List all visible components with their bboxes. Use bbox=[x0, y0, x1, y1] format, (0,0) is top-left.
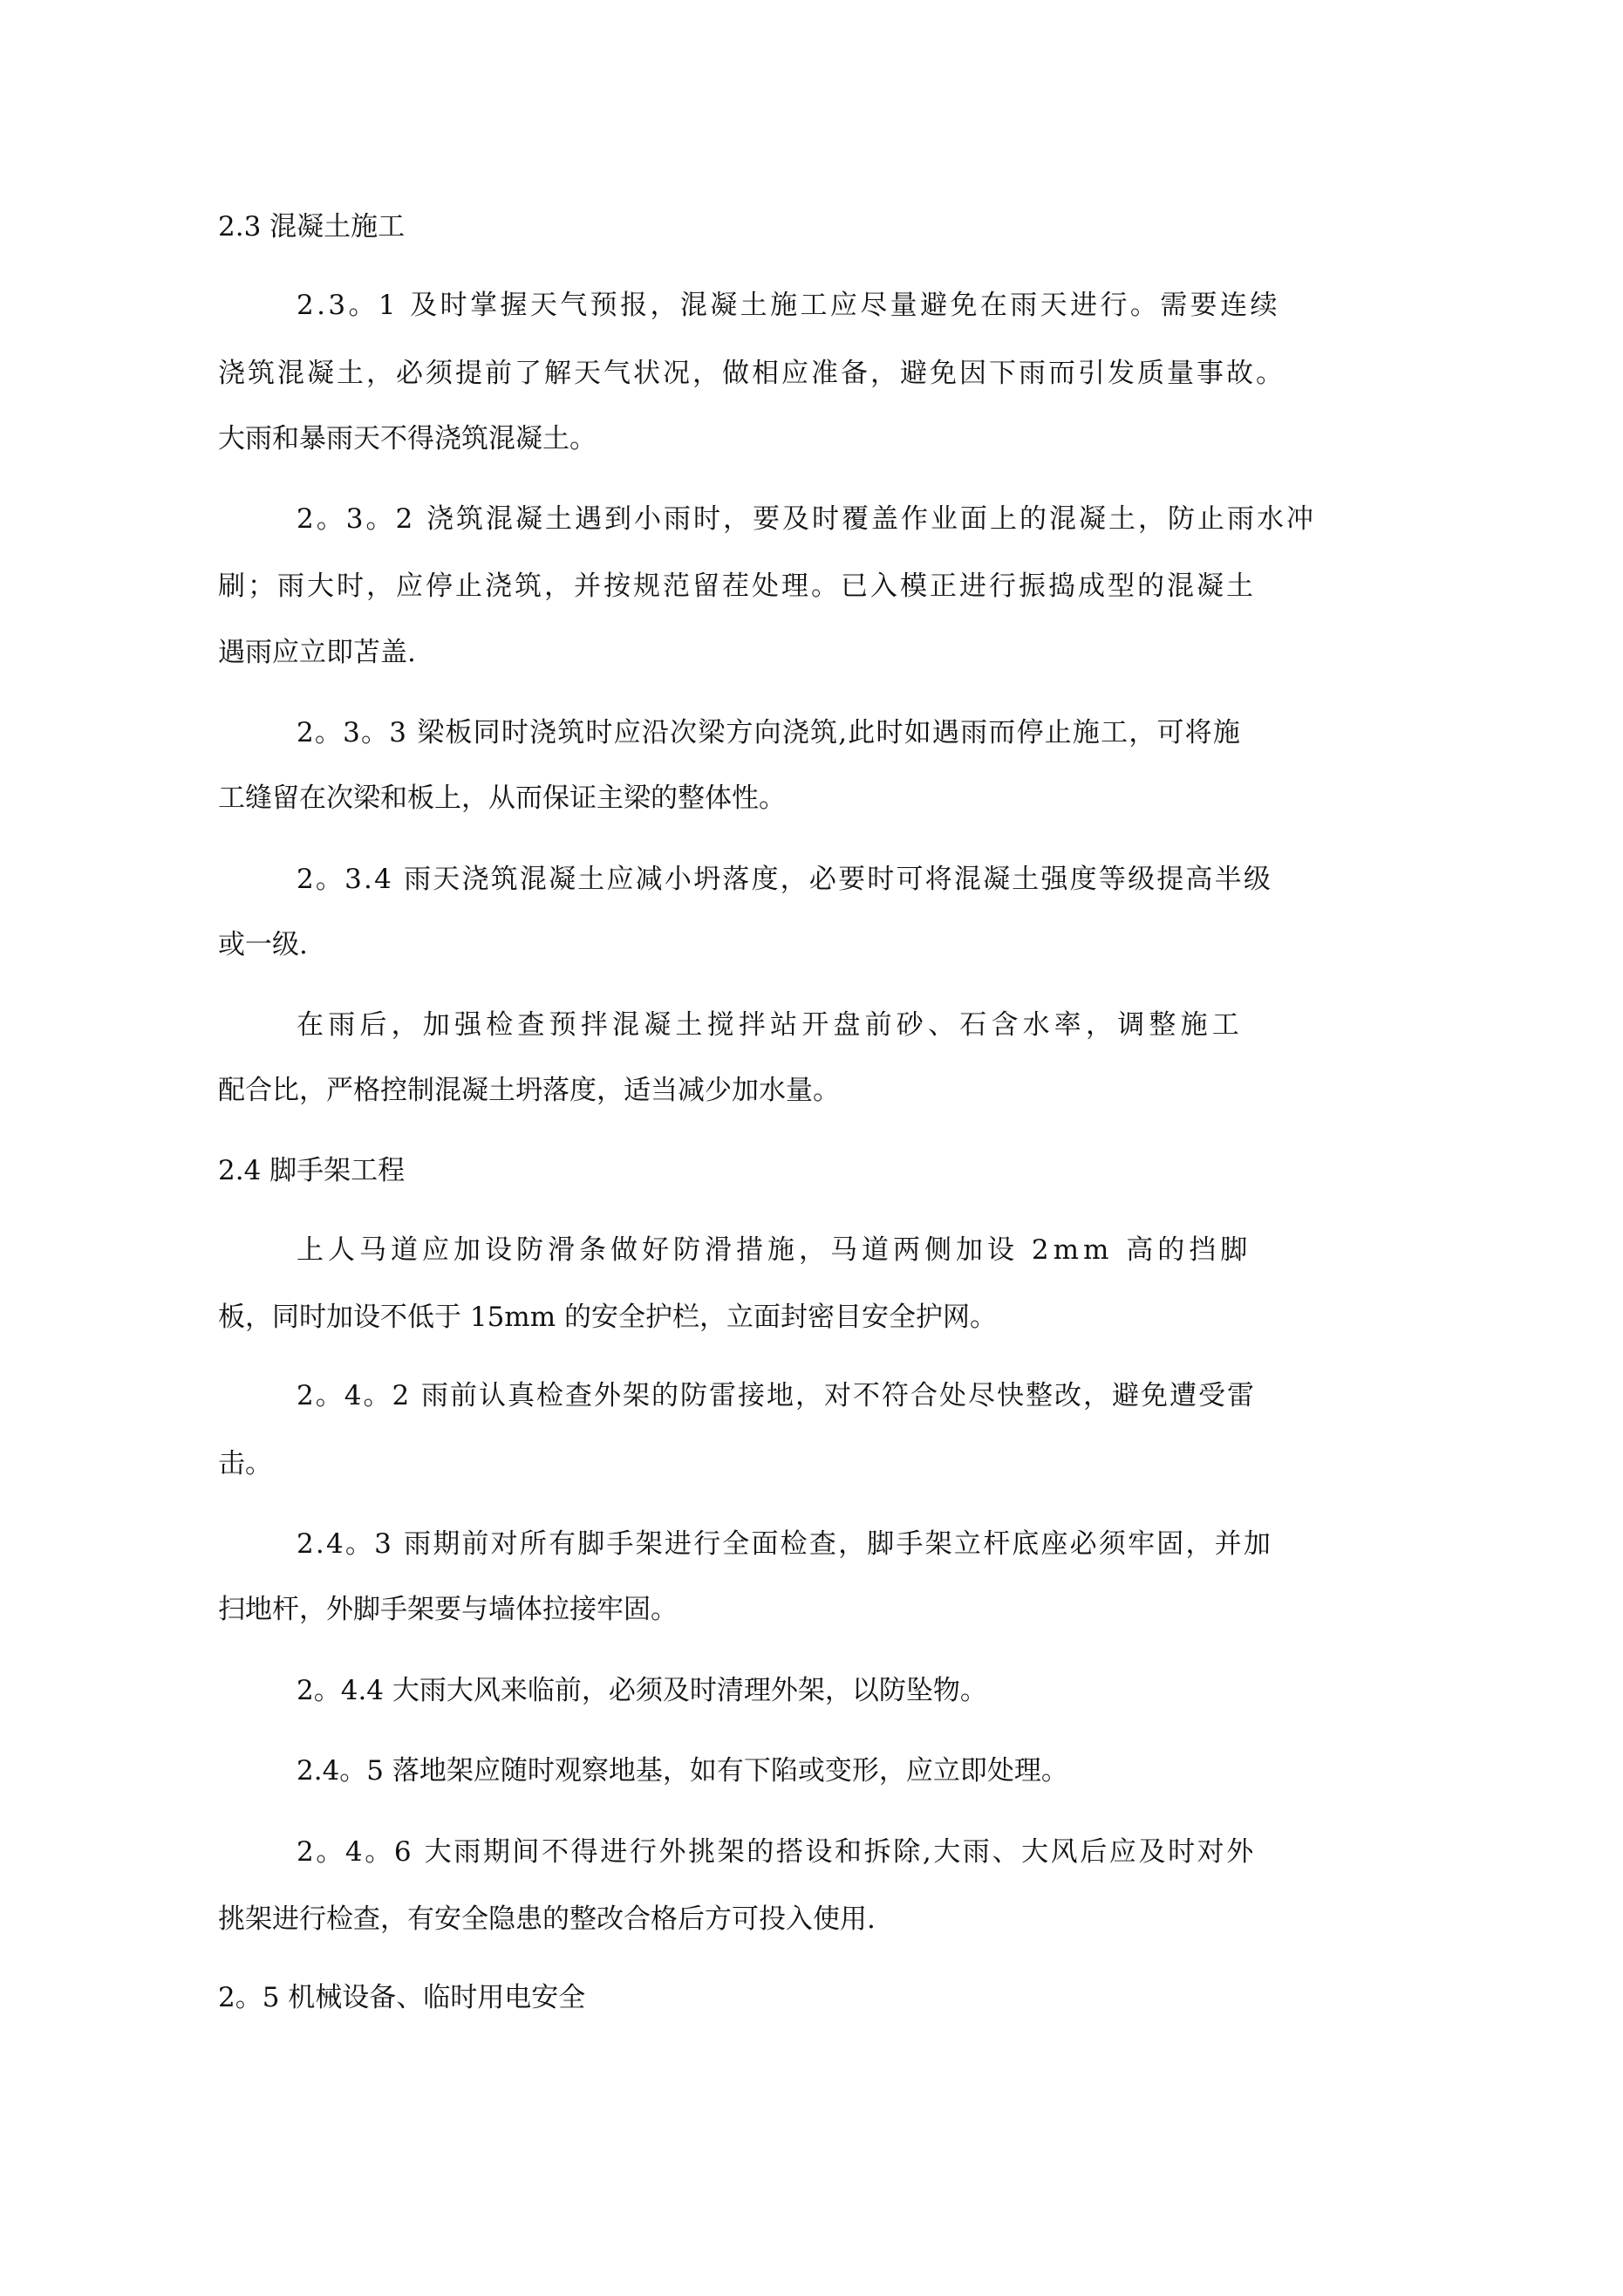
paragraph-line: 浇筑混凝土，必须提前了解天气状况，做相应准备，避免因下雨而引发质量事故。 bbox=[218, 358, 1285, 389]
paragraph-line: 2。3.4 雨天浇筑混凝土应减小坍落度，必要时可将混凝土强度等级提高半级 bbox=[297, 864, 1273, 895]
paragraph-line: 2。4.4 大雨大风来临前，必须及时清理外架，以防坠物。 bbox=[297, 1675, 987, 1706]
paragraph-line: 挑架进行检查，有安全隐患的整改合格后方可投入使用. bbox=[218, 1903, 876, 1935]
paragraph-line: 2。4。6 大雨期间不得进行外挑架的搭设和拆除,大雨、大风后应及时对外 bbox=[297, 1836, 1256, 1868]
section-heading-2-4: 2.4 脚手架工程 bbox=[218, 1155, 406, 1186]
paragraph-line: 遇雨应立即苫盖. bbox=[218, 637, 416, 668]
paragraph-line: 2.4。3 雨期前对所有脚手架进行全面检查，脚手架立杆底座必须牢固，并加 bbox=[297, 1528, 1273, 1560]
paragraph-line: 工缝留在次梁和板上，从而保证主梁的整体性。 bbox=[218, 782, 786, 814]
paragraph-line: 2。3。2 浇筑混凝土遇到小雨时，要及时覆盖作业面上的混凝土，防止雨水冲 bbox=[297, 503, 1317, 535]
paragraph-line: 2。3。3 梁板同时浇筑时应沿次梁方向浇筑,此时如遇雨而停止施工，可将施 bbox=[297, 717, 1242, 748]
paragraph-line: 刷；雨大时，应停止浇筑，并按规范留茬处理。已入模正进行振捣成型的混凝土 bbox=[218, 571, 1256, 602]
section-heading-2-5: 2。5 机械设备、临时用电安全 bbox=[218, 1982, 586, 2013]
paragraph-line: 配合比，严格控制混凝土坍落度，适当减少加水量。 bbox=[218, 1075, 840, 1106]
paragraph-line: 上人马道应加设防滑条做好防滑措施，马道两侧加设 2mm 高的挡脚 bbox=[297, 1234, 1252, 1266]
paragraph-line: 扫地杆，外脚手架要与墙体拉接牢固。 bbox=[218, 1594, 678, 1625]
paragraph-line: 2。4。2 雨前认真检查外架的防雷接地，对不符合处尽快整改，避免遭受雷 bbox=[297, 1380, 1257, 1411]
paragraph-line: 2.3。1 及时掌握天气预报，混凝土施工应尽量避免在雨天进行。需要连续 bbox=[297, 290, 1280, 321]
paragraph-line: 板，同时加设不低于 15mm 的安全护栏，立面封密目安全护网。 bbox=[218, 1302, 997, 1333]
paragraph-line: 或一级. bbox=[218, 929, 308, 960]
paragraph-line: 在雨后，加强检查预拌混凝土搅拌站开盘前砂、石含水率，调整施工 bbox=[297, 1009, 1244, 1041]
section-heading-2-3: 2.3 混凝土施工 bbox=[218, 211, 406, 243]
paragraph-line: 击。 bbox=[218, 1448, 272, 1479]
paragraph-line: 2.4。5 落地架应随时观察地基，如有下陷或变形，应立即处理。 bbox=[297, 1755, 1068, 1787]
paragraph-line: 大雨和暴雨天不得浇筑混凝土。 bbox=[218, 423, 597, 454]
